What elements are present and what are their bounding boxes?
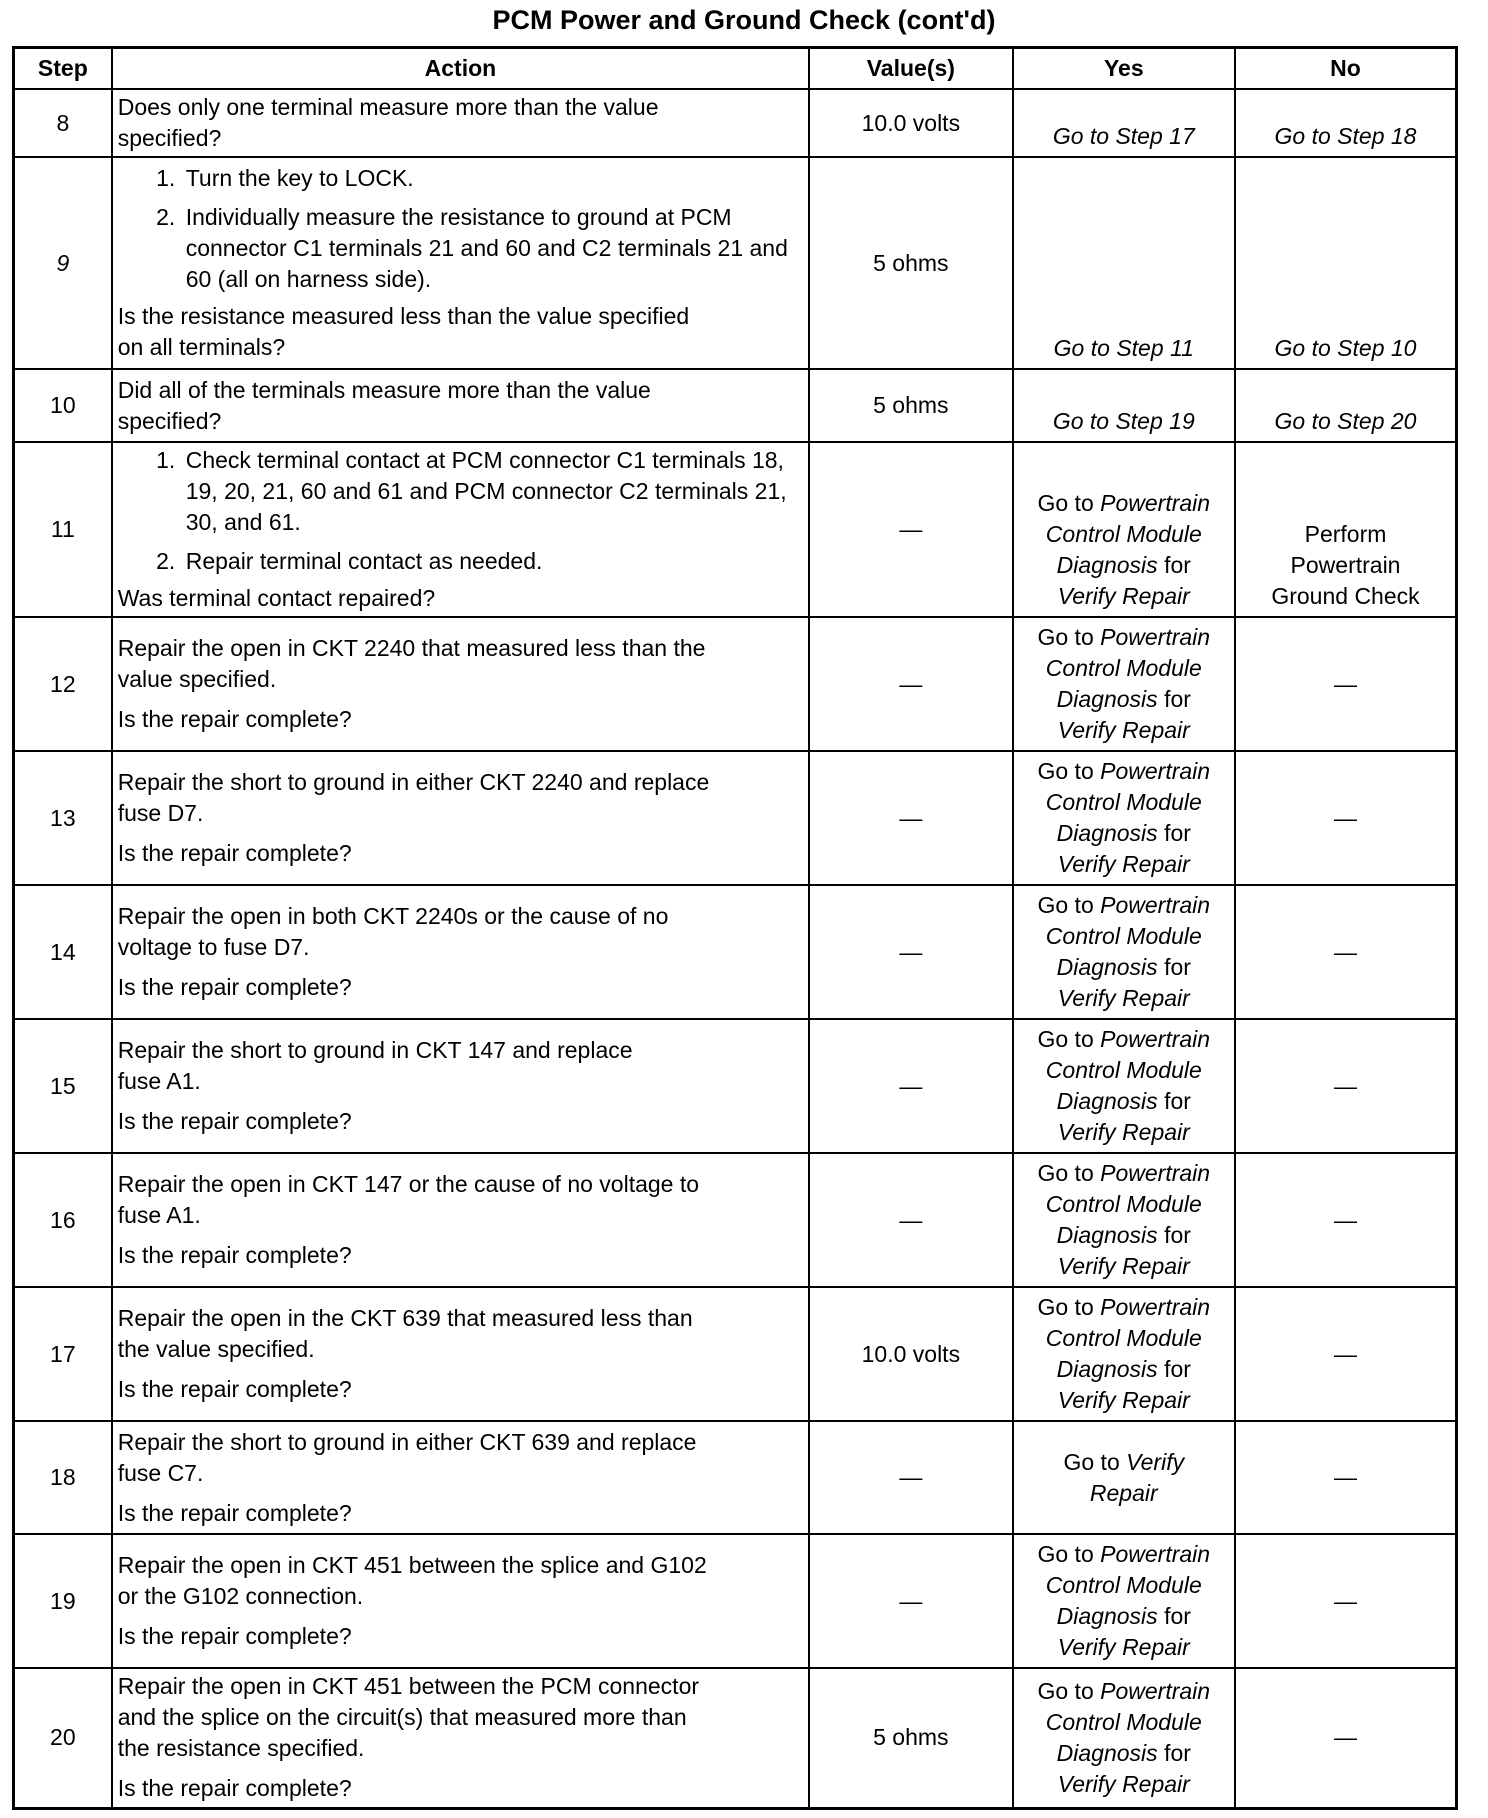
value-cell: — [809, 1153, 1012, 1287]
no-cell: — [1235, 1534, 1456, 1668]
yes-target: Verify Repair [1057, 583, 1190, 609]
action-line: fuse C7. [117, 1459, 204, 1486]
action-line: Repair the open in the CKT 639 that measured less than [117, 1305, 693, 1331]
value-cell: — [809, 1421, 1012, 1534]
yes-target: Diagnosis [1056, 1088, 1158, 1114]
yes-target: Verify Repair [1057, 1770, 1190, 1797]
no-cell: Go to Step 10 [1235, 157, 1456, 369]
yes-target: Verify Repair [1057, 1634, 1190, 1660]
yes-target: Control Module [1045, 655, 1202, 681]
substep: 1. Turn the key to LOCK. [182, 163, 802, 194]
yes-target: Verify Repair [1057, 1253, 1190, 1279]
step-number: 11 [14, 442, 112, 617]
no-cell: Go to Step 20 [1235, 369, 1456, 442]
no-cell: — [1235, 751, 1456, 885]
yes-target: Verify Repair [1057, 985, 1190, 1011]
action-cell [112, 751, 809, 885]
yes-cell [1013, 751, 1235, 885]
yes-target: Verify Repair [1057, 851, 1190, 877]
yes-for: for [1164, 552, 1191, 578]
step-number: 19 [14, 1534, 112, 1668]
action-line: Repair the open in CKT 451 between the splice and G102 [117, 1552, 707, 1578]
yes-target: Control Module [1045, 521, 1202, 547]
yes-go-to: Go to [1037, 1026, 1094, 1052]
header-action: Action [112, 48, 809, 90]
value-cell: — [809, 751, 1012, 885]
yes-target: Diagnosis [1056, 686, 1158, 712]
yes-target: Diagnosis [1056, 820, 1158, 846]
yes-target: Control Module [1045, 1057, 1202, 1083]
action-question: Is the repair complete? [117, 1623, 352, 1649]
yes-for: for [1164, 1088, 1191, 1114]
action-line: fuse A1. [117, 1202, 201, 1228]
action-line: Does only one terminal measure more than the value [117, 94, 659, 120]
page-title: PCM Power and Ground Check (cont'd) [492, 5, 996, 35]
value-cell: — [809, 617, 1012, 751]
action-line: fuse D7. [117, 800, 204, 826]
action-cell [112, 617, 809, 751]
step-number: 16 [14, 1153, 112, 1287]
action-cell [112, 1153, 809, 1287]
action-cell [112, 369, 809, 442]
yes-for: for [1164, 1222, 1191, 1248]
value-cell: — [809, 442, 1012, 617]
action-line: Repair the short to ground in either CKT 639 and replace [117, 1428, 697, 1455]
action-question: Is the repair complete? [117, 1775, 352, 1802]
yes-go-to: Go to [1037, 1294, 1094, 1320]
yes-go-to: Go to [1037, 1541, 1094, 1567]
action-question: Is the repair complete? [117, 974, 352, 1000]
step-number: 15 [14, 1019, 112, 1153]
yes-target: Control Module [1045, 923, 1202, 949]
step-number: 12 [14, 617, 112, 751]
table-row-step-12 [14, 617, 1457, 751]
action-line: and the splice on the circuit(s) that measured more than [117, 1704, 687, 1731]
no-line: Ground Check [1271, 583, 1420, 609]
yes-target: Diagnosis [1056, 1356, 1158, 1382]
table-row-step-20 [14, 1668, 1457, 1808]
action-line: specified? [117, 125, 222, 151]
yes-target: Diagnosis [1056, 552, 1158, 578]
step-number: 18 [14, 1421, 112, 1534]
action-line: Repair the short to ground in CKT 147 and replace [117, 1037, 633, 1063]
yes-target: Control Module [1045, 1572, 1202, 1598]
action-question: Is the repair complete? [117, 1108, 352, 1134]
value-cell: 5 ohms [809, 369, 1012, 442]
table-row-step-19 [14, 1534, 1457, 1668]
yes-cell [1013, 617, 1235, 751]
yes-cell: Go to Step 17 [1013, 89, 1235, 157]
step-number: 10 [14, 369, 112, 442]
action-line: Repair the open in CKT 451 between the PCM connector [117, 1673, 700, 1700]
value-cell: 10.0 volts [809, 1287, 1012, 1421]
action-cell [112, 157, 809, 369]
yes-for: for [1164, 1356, 1191, 1382]
yes-cell [1013, 885, 1235, 1019]
action-question: Is the repair complete? [117, 1376, 352, 1402]
table-row-step-11 [14, 442, 1457, 617]
action-line: voltage to fuse D7. [117, 934, 310, 960]
yes-cell [1013, 442, 1235, 617]
diagnostic-table [12, 46, 1458, 1810]
header-step: Step [14, 48, 112, 90]
action-cell [112, 442, 809, 617]
action-line: value specified. [117, 666, 277, 692]
yes-target: Diagnosis [1056, 1222, 1158, 1248]
no-cell: — [1235, 1019, 1456, 1153]
yes-go-to: Go to [1037, 624, 1094, 650]
action-line: the resistance specified. [117, 1735, 365, 1762]
yes-target: Verify Repair [1057, 1387, 1190, 1413]
table-row-step-18 [14, 1421, 1457, 1534]
yes-target: Powertrain [1100, 624, 1211, 650]
no-cell: — [1235, 1287, 1456, 1421]
yes-target: Diagnosis [1056, 1739, 1158, 1766]
substep: 2. Individually measure the resistance to ground at PCM connector C1 terminals 21 and 60 and C2 terminals 21 and 60 (all on harness side). [182, 202, 802, 295]
action-cell [112, 89, 809, 157]
action-line: or the G102 connection. [117, 1583, 364, 1609]
table-row-step-10 [14, 369, 1457, 442]
yes-target: Powertrain [1100, 490, 1211, 516]
action-line: fuse A1. [117, 1068, 201, 1094]
action-cell [112, 1421, 809, 1534]
substep: 1. Check terminal contact at PCM connector C1 terminals 18, 19, 20, 21, 60 and 61 and PCM connector C2 terminals 21, 30, and 61. [182, 445, 802, 538]
yes-go-to: Go to [1037, 758, 1094, 784]
header-yes: Yes [1013, 48, 1235, 90]
yes-for: for [1164, 820, 1191, 846]
yes-go-to: Go to [1037, 1677, 1094, 1704]
value-cell: 5 ohms [809, 1668, 1012, 1808]
yes-target: Control Module [1045, 1325, 1202, 1351]
yes-target: Repair [1089, 1479, 1158, 1506]
action-question-line: Is the resistance measured less than the value specified [117, 303, 690, 329]
action-cell [112, 1287, 809, 1421]
action-line: Did all of the terminals measure more than the value [117, 376, 651, 403]
yes-cell [1013, 1534, 1235, 1668]
table-header-row [14, 48, 1457, 90]
header-no: No [1235, 48, 1456, 90]
table-row-step-9 [14, 157, 1457, 369]
yes-target: Verify Repair [1057, 717, 1190, 743]
yes-target: Powertrain [1100, 1294, 1211, 1320]
yes-target: Verify Repair [1057, 1119, 1190, 1145]
yes-cell: Go to Step 11 [1013, 157, 1235, 369]
yes-go-to: Go to [1037, 490, 1094, 516]
action-question: Is the repair complete? [117, 1242, 352, 1268]
action-cell [112, 1534, 809, 1668]
action-question-line: on all terminals? [117, 334, 286, 360]
value-cell: 5 ohms [809, 157, 1012, 369]
action-line: specified? [117, 407, 222, 434]
table-row-step-16 [14, 1153, 1457, 1287]
yes-cell [1013, 1421, 1235, 1534]
value-cell: — [809, 1534, 1012, 1668]
yes-target: Verify [1126, 1448, 1185, 1475]
step-number: 13 [14, 751, 112, 885]
yes-for: for [1164, 1603, 1191, 1629]
value-cell: — [809, 885, 1012, 1019]
step-number: 17 [14, 1287, 112, 1421]
yes-target: Powertrain [1100, 1677, 1211, 1704]
table-row-step-15 [14, 1019, 1457, 1153]
no-cell: — [1235, 1668, 1456, 1808]
no-cell: — [1235, 1421, 1456, 1534]
action-question: Is the repair complete? [117, 840, 352, 866]
table-row-step-17 [14, 1287, 1457, 1421]
yes-for: for [1164, 954, 1191, 980]
yes-target: Diagnosis [1056, 954, 1158, 980]
substep: 2. Repair terminal contact as needed. [182, 546, 802, 577]
yes-for: for [1164, 686, 1191, 712]
step-number: 20 [14, 1668, 112, 1808]
action-line: Repair the open in both CKT 2240s or the cause of no [117, 903, 669, 929]
header-values: Value(s) [809, 48, 1012, 90]
table-row-step-8 [14, 89, 1457, 157]
substep-list [118, 445, 802, 577]
yes-target: Powertrain [1100, 758, 1211, 784]
action-line: Repair the short to ground in either CKT 2240 and replace [117, 769, 710, 795]
yes-target: Powertrain [1100, 1160, 1211, 1186]
yes-target: Control Module [1045, 1708, 1202, 1735]
step-number: 9 [14, 157, 112, 369]
no-cell: Go to Step 18 [1235, 89, 1456, 157]
yes-cell [1013, 1668, 1235, 1808]
step-number: 14 [14, 885, 112, 1019]
action-line: Repair the open in CKT 2240 that measured less than the [117, 635, 706, 661]
action-cell [112, 885, 809, 1019]
table-row-step-14 [14, 885, 1457, 1019]
action-cell [112, 1019, 809, 1153]
substep-list [118, 163, 802, 295]
no-line: Perform [1304, 521, 1387, 547]
table-row-step-13 [14, 751, 1457, 885]
yes-cell [1013, 1287, 1235, 1421]
yes-target: Powertrain [1100, 1026, 1211, 1052]
action-question: Was terminal contact repaired? [117, 585, 436, 611]
no-cell [1235, 442, 1456, 617]
action-line: the value specified. [117, 1336, 315, 1362]
yes-go-to: Go to [1037, 1160, 1094, 1186]
yes-target: Powertrain [1100, 892, 1211, 918]
yes-cell [1013, 1019, 1235, 1153]
yes-go-to: Go to [1037, 892, 1094, 918]
no-cell: — [1235, 617, 1456, 751]
yes-go-to: Go to [1063, 1448, 1120, 1475]
action-cell [112, 1668, 809, 1808]
yes-target: Diagnosis [1056, 1603, 1158, 1629]
yes-cell: Go to Step 19 [1013, 369, 1235, 442]
action-line: Repair the open in CKT 147 or the cause of no voltage to [117, 1171, 700, 1197]
no-cell: — [1235, 1153, 1456, 1287]
yes-target: Powertrain [1100, 1541, 1211, 1567]
value-cell: — [809, 1019, 1012, 1153]
yes-cell [1013, 1153, 1235, 1287]
no-cell: — [1235, 885, 1456, 1019]
step-number: 8 [14, 89, 112, 157]
no-line: Powertrain [1290, 552, 1401, 578]
yes-target: Control Module [1045, 789, 1202, 815]
yes-target: Control Module [1045, 1191, 1202, 1217]
action-question: Is the repair complete? [117, 1499, 352, 1526]
yes-for: for [1164, 1739, 1191, 1766]
value-cell: 10.0 volts [809, 89, 1012, 157]
action-question: Is the repair complete? [117, 706, 352, 732]
